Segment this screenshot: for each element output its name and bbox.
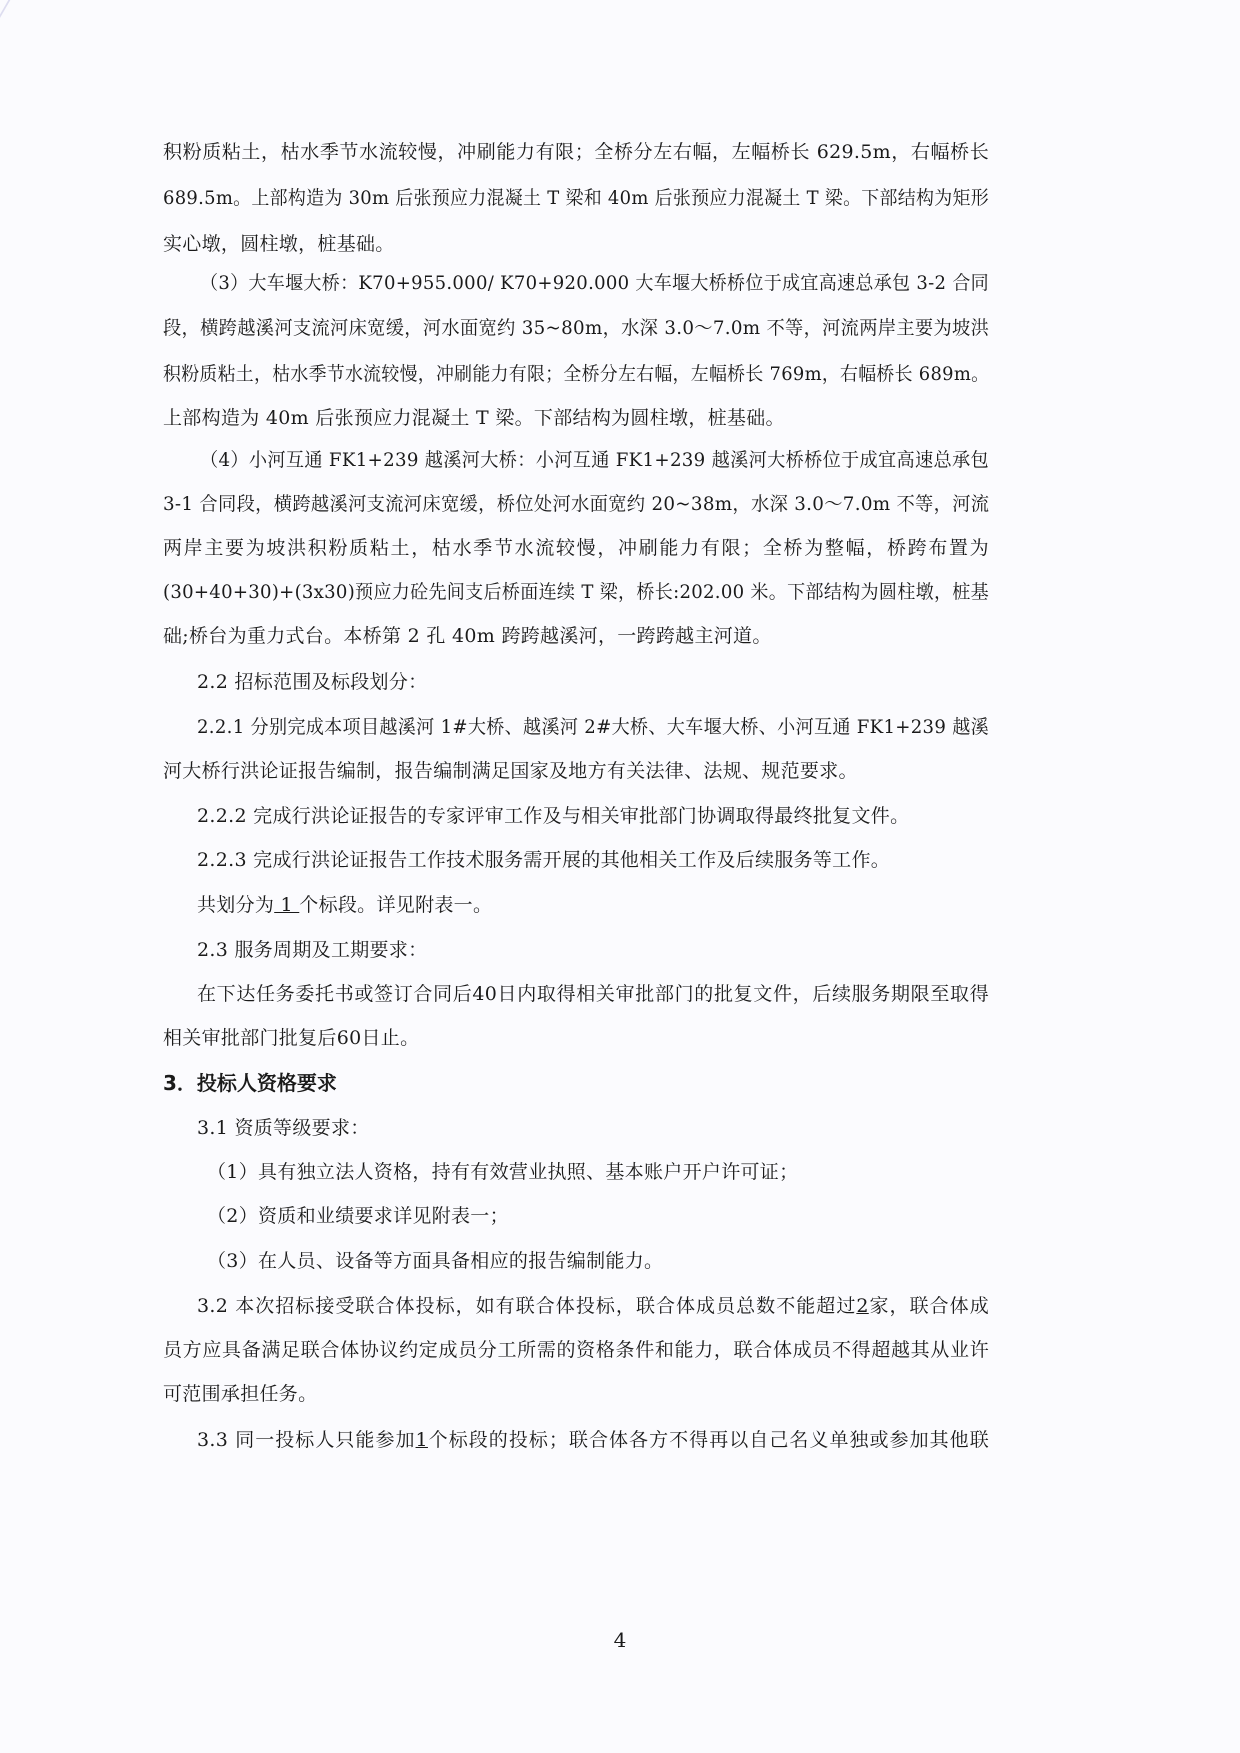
scan-mark bbox=[0, 0, 22, 22]
text-line: （4）小河互通 FK1+239 越溪河大桥：小河互通 FK1+239 越溪河大桥桥位于成宜高速总承包 bbox=[200, 449, 989, 471]
text-line: 河大桥行洪论证报告编制，报告编制满足国家及地方有关法律、法规、规范要求。 bbox=[163, 760, 858, 782]
text-line: 积粉质粘土，枯水季节水流较慢，冲刷能力有限；全桥分左右幅，左幅桥长 629.5m，右幅桥长 bbox=[163, 141, 989, 163]
text-line bbox=[197, 893, 989, 917]
text-line: 积粉质粘土，枯水季节水流较慢，冲刷能力有限；全桥分左右幅，左幅桥长 769m，右幅桥长 689m。 bbox=[163, 363, 990, 385]
text-line: (30+40+30)+(3x30)预应力砼先间支后桥面连续 T 梁，桥长:202.00 米。下部结构为圆柱墩，桩基 bbox=[163, 581, 989, 603]
text-line: 可范围承担任务。 bbox=[163, 1383, 318, 1405]
text-line: 689.5m。上部构造为 30m 后张预应力混凝土 T 梁和 40m 后张预应力混凝土 T 梁。下部结构为矩形 bbox=[163, 187, 989, 209]
text-line: 2.2.2 完成行洪论证报告的专家评审工作及与相关审批部门协调取得最终批复文件。 bbox=[197, 805, 910, 827]
text-span: 共划分为 bbox=[197, 894, 275, 916]
text-line: 段，横跨越溪河支流河床宽缓，河水面宽约 35~80m，水深 3.0～7.0m 不等，河流两岸主要为坡洪 bbox=[163, 317, 990, 339]
text-line: 2.2.1 分别完成本项目越溪河 1#大桥、越溪河 2#大桥、大车堰大桥、小河互通 FK1+239 越溪 bbox=[197, 716, 989, 738]
text-span: 家，联合体成 bbox=[868, 1295, 989, 1317]
section-heading-2-3: 2.3 服务周期及工期要求： bbox=[197, 939, 428, 961]
list-item: （1）具有独立法人资格，持有有效营业执照、基本账户开户许可证； bbox=[207, 1161, 799, 1183]
text-span: 3.3 同一投标人只能参加 bbox=[197, 1429, 416, 1451]
text-line bbox=[197, 1428, 989, 1452]
section-heading-2-2: 2.2 招标范围及标段划分： bbox=[197, 671, 428, 693]
text-line: 3-1 合同段，横跨越溪河支流河床宽缓，桥位处河水面宽约 20~38m，水深 3.0～7.0m 不等，河流 bbox=[163, 493, 990, 515]
text-line: 相关审批部门批复后60日止。 bbox=[163, 1027, 420, 1049]
consortium-limit: 2 bbox=[856, 1295, 869, 1317]
bid-section-count: 1 bbox=[274, 894, 300, 916]
page-number: 4 bbox=[613, 1628, 627, 1652]
text-line: 础;桥台为重力式台。本桥第 2 孔 40m 跨跨越溪河，一跨跨越主河道。 bbox=[163, 625, 772, 647]
section-heading-3: 3．投标人资格要求 bbox=[163, 1071, 337, 1095]
text-line: 两岸主要为坡洪积粉质粘土，枯水季节水流较慢，冲刷能力有限；全桥为整幅，桥跨布置为 bbox=[163, 537, 989, 559]
text-span: 3.2 本次招标接受联合体投标，如有联合体投标，联合体成员总数不能超过 bbox=[197, 1295, 857, 1317]
bid-section-limit: 1 bbox=[415, 1429, 428, 1451]
text-line bbox=[197, 1294, 989, 1318]
text-line: 在下达任务委托书或签订合同后40日内取得相关审批部门的批复文件，后续服务期限至取得 bbox=[197, 983, 989, 1005]
text-line: 上部构造为 40m 后张预应力混凝土 T 梁。下部结构为圆柱墩，桩基础。 bbox=[163, 407, 785, 429]
text-line: 实心墩，圆柱墩，桩基础。 bbox=[163, 233, 395, 255]
list-item: （2）资质和业绩要求详见附表一； bbox=[207, 1205, 509, 1227]
text-line: 员方应具备满足联合体协议约定成员分工所需的资格条件和能力，联合体成员不得超越其从业许 bbox=[163, 1339, 989, 1361]
list-item: （3）在人员、设备等方面具备相应的报告编制能力。 bbox=[207, 1250, 664, 1272]
section-heading-3-1: 3.1 资质等级要求： bbox=[197, 1117, 370, 1139]
text-line: （3）大车堰大桥：K70+955.000/ K70+920.000 大车堰大桥桥位于成宜高速总承包 3-2 合同 bbox=[200, 272, 989, 294]
text-line: 2.2.3 完成行洪论证报告工作技术服务需开展的其他相关工作及后续服务等工作。 bbox=[197, 849, 891, 871]
text-span: 个标段。详见附表一。 bbox=[299, 894, 493, 916]
text-span: 个标段的投标；联合体各方不得再以自己名义单独或参加其他联 bbox=[427, 1429, 990, 1451]
